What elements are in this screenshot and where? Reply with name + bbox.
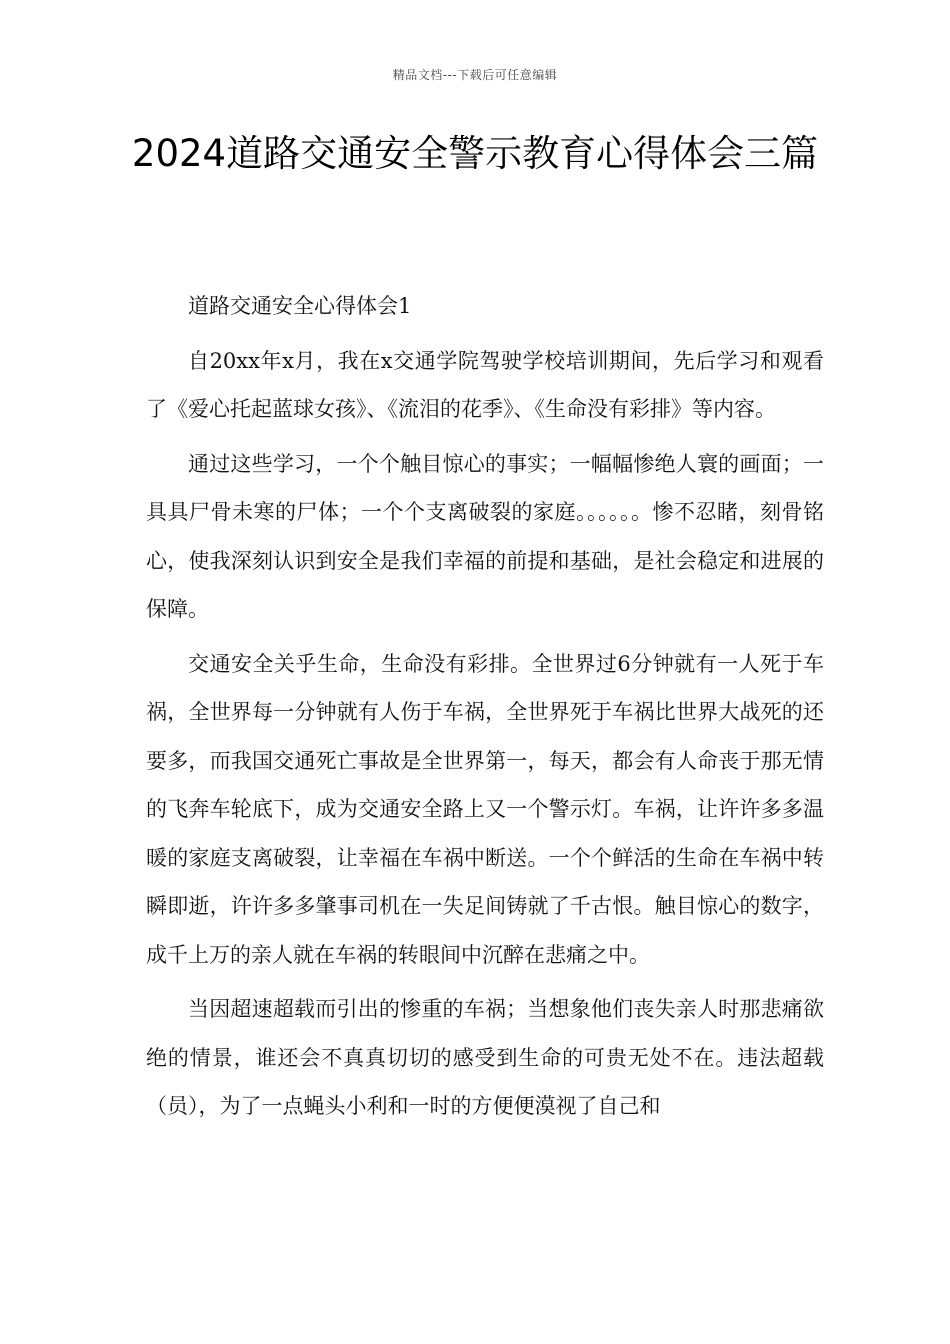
header-note: 精品文档---下载后可任意编辑 [392, 68, 558, 82]
document-title: 2024道路交通安全警示教育心得体会三篇 [131, 132, 819, 175]
paragraph: 通过这些学习，一个个触目惊心的事实；一幅幅惨绝人寰的画面；一具具尸骨未寒的尸体；一个个支离破裂的家庭。。。。。。惨不忍睹，刻骨铭心，使我深刻认识到安全是我们幸福的前提和基础，是社会稳定和进展的保障。 [146, 451, 824, 621]
document-body [146, 282, 824, 1131]
section-heading: 道路交通安全心得体会1 [188, 294, 412, 318]
paragraph: 交通安全关乎生命，生命没有彩排。全世界过6分钟就有一人死于车祸，全世界每一分钟就有人伤于车祸，全世界死于车祸比世界大战死的还要多，而我国交通死亡事故是全世界第一，每天，都会有人命丧于那无情的飞奔车轮底下，成为交通安全路上又一个警示灯。车祸，让许许多多温暖的家庭支离破裂，让幸福在车祸中断送。一个个鲜活的生命在车祸中转瞬即逝，许许多多肇事司机在一失足间铸就了千古恨。触目惊心的数字，成千上万的亲人就在车祸的转眼间中沉醉在悲痛之中。 [146, 651, 824, 967]
paragraph: 当因超速超载而引出的惨重的车祸；当想象他们丧失亲人时那悲痛欲绝的情景，谁还会不真真切切的感受到生命的可贵无处不在。违法超载（员），为了一点蝇头小利和一时的方便便漠视了自己和 [146, 997, 824, 1118]
paragraph: 自20xx年x月，我在x交通学院驾驶学校培训期间，先后学习和观看了《爱心托起蓝球女孩》、《流泪的花季》、《生命没有彩排》等内容。 [146, 348, 824, 421]
